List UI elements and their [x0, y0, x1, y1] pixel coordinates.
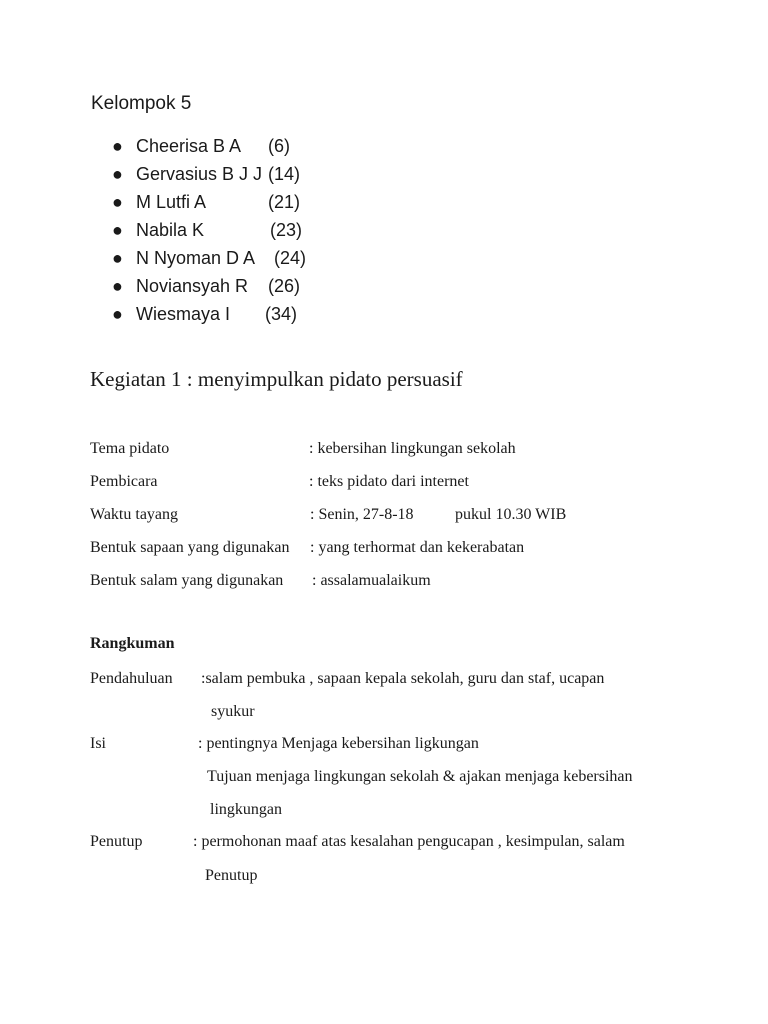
bullet-icon: ●: [112, 136, 123, 156]
member-number: (34): [265, 304, 298, 324]
bullet-icon: ●: [112, 276, 123, 296]
info-label: Waktu tayang: [90, 506, 179, 523]
bullet-icon: ●: [112, 248, 123, 268]
summary-text: lingkungan: [210, 801, 282, 818]
info-label: Tema pidato: [90, 440, 170, 457]
info-label: Bentuk sapaan yang digunakan: [90, 539, 290, 556]
member-name: Cheerisa B A: [136, 136, 242, 156]
info-value: : kebersihan lingkungan sekolah: [309, 440, 516, 457]
bullet-icon: ●: [112, 192, 123, 212]
member-number: (24): [274, 248, 307, 268]
bullet-icon: ●: [112, 304, 123, 324]
bullet-icon: ●: [112, 220, 123, 240]
bullet-icon: ●: [112, 164, 123, 184]
info-extra: pukul 10.30 WIB: [455, 506, 567, 523]
summary-heading: Rangkuman: [90, 635, 175, 652]
info-value: : Senin, 27-8-18: [310, 506, 414, 523]
group-title: Kelompok 5: [91, 93, 192, 114]
member-name: Wiesmaya I: [136, 304, 231, 324]
info-label: Bentuk salam yang digunakan: [90, 572, 284, 589]
summary-label: Isi: [90, 735, 106, 752]
member-number: (23): [270, 220, 303, 240]
summary-text: syukur: [211, 703, 255, 720]
activity-title: Kegiatan 1 : menyimpulkan pidato persuasif: [90, 367, 463, 391]
info-value: : teks pidato dari internet: [309, 473, 469, 490]
summary-text: : permohonan maaf atas kesalahan pengucapan , kesimpulan, salam: [193, 833, 625, 850]
summary-text: : pentingnya Menjaga kebersihan ligkungan: [198, 735, 479, 752]
info-label: Pembicara: [90, 473, 158, 490]
member-name: Noviansyah R: [136, 276, 249, 296]
summary-text: Penutup: [205, 867, 258, 884]
member-name: Gervasius B J J: [136, 164, 263, 184]
info-value: : assalamualaikum: [312, 572, 431, 589]
summary-text: :salam pembuka , sapaan kepala sekolah, guru dan staf, ucapan: [201, 670, 605, 687]
summary-label: Pendahuluan: [90, 670, 173, 687]
summary-label: Penutup: [90, 833, 143, 850]
member-name: N Nyoman D A: [136, 248, 256, 268]
info-value: : yang terhormat dan kekerabatan: [310, 539, 525, 556]
member-number: (6): [268, 136, 290, 156]
summary-text: Tujuan menjaga lingkungan sekolah & ajakan menjaga kebersihan: [207, 768, 633, 785]
member-number: (14): [268, 164, 301, 184]
member-name: Nabila K: [136, 220, 205, 240]
member-number: (21): [268, 192, 301, 212]
member-name: M Lutfi A: [136, 192, 207, 212]
member-number: (26): [268, 276, 301, 296]
